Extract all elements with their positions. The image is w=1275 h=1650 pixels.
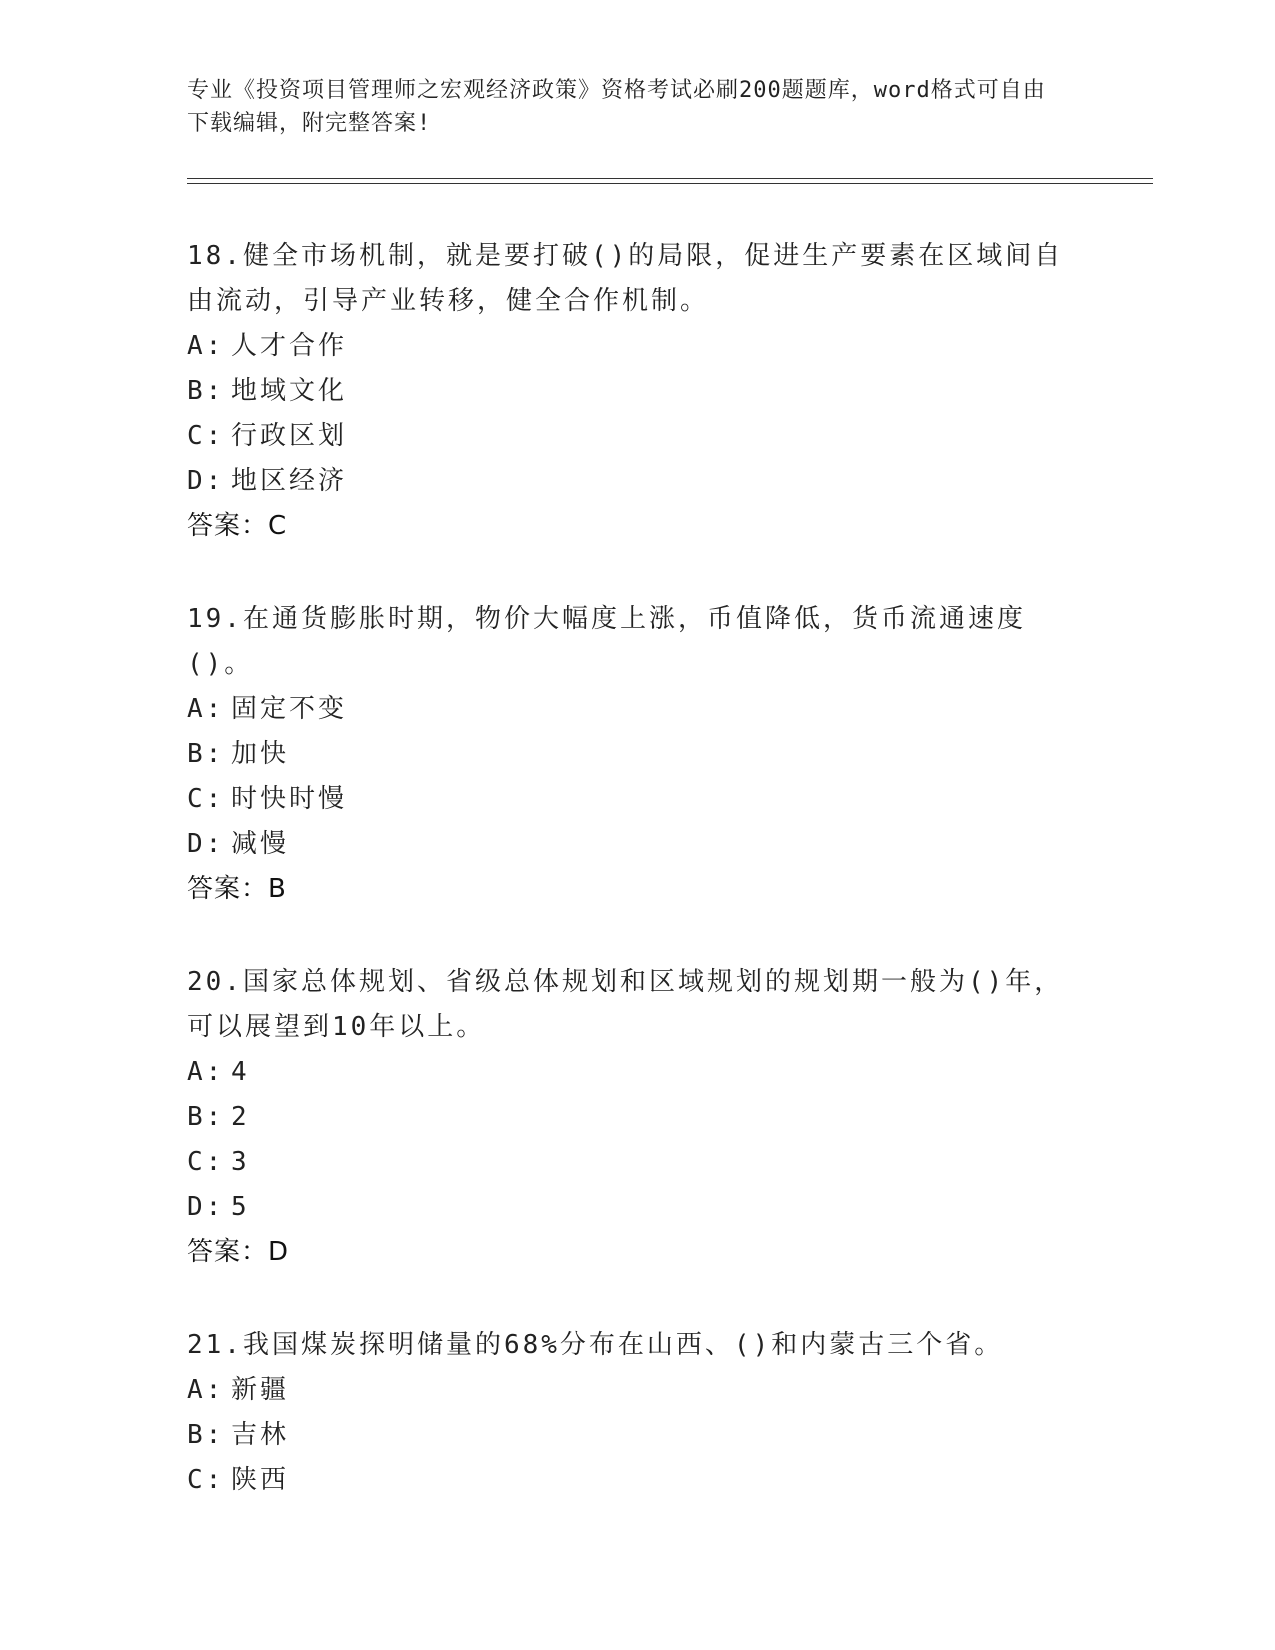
option-c [187,777,1087,822]
answer-line: 答案：D [187,1237,290,1267]
question-stem: 20.国家总体规划、省级总体规划和区域规划的规划期一般为()年，可以展望到10年以上。 [187,967,1064,1042]
option-a [187,1050,1087,1095]
question-21 [187,1323,1087,1503]
option-a [187,324,1087,369]
document-header: 专业《投资项目管理师之宏观经济政策》资格考试必刷200题题库，word格式可自由下载编辑，附完整答案! [187,78,1046,136]
option-text: 4 [231,1057,250,1087]
option-key: D: [187,1192,225,1222]
option-key: A: [187,694,225,724]
option-a [187,1368,1087,1413]
question-stem: 18.健全市场机制，就是要打破()的局限，促进生产要素在区域间自由流动，引导产业转移，健全合作机制。 [187,241,1064,316]
question-20 [187,960,1087,1275]
option-c [187,1140,1087,1185]
option-key: B: [187,376,225,406]
option-b [187,1095,1087,1140]
option-key: D: [187,466,225,496]
option-text: 3 [231,1147,250,1177]
option-key: A: [187,331,225,361]
option-key: C: [187,421,225,451]
question-stem: 19.在通货膨胀时期，物价大幅度上涨，币值降低，货币流通速度()。 [187,604,1026,679]
option-text: 行政区划 [231,421,348,451]
option-text: 2 [231,1102,250,1132]
option-d [187,822,1087,867]
option-c [187,1458,1087,1503]
option-key: C: [187,1147,225,1177]
header-double-rule [187,178,1153,184]
option-text: 地域文化 [231,376,348,406]
answer-line: 答案：C [187,511,288,541]
answer-line: 答案：B [187,874,287,904]
option-text: 时快时慢 [231,784,348,814]
option-key: C: [187,784,225,814]
question-19 [187,597,1087,912]
option-key: A: [187,1375,225,1405]
option-b [187,369,1087,414]
option-text: 加快 [231,739,290,769]
option-text: 减慢 [231,829,290,859]
option-d [187,459,1087,504]
question-list [187,234,1087,1551]
question-stem: 21.我国煤炭探明储量的68%分布在山西、()和内蒙古三个省。 [187,1330,1004,1360]
option-text: 陕西 [231,1465,290,1495]
question-18 [187,234,1087,549]
option-text: 新疆 [231,1375,290,1405]
option-b [187,1413,1087,1458]
option-key: B: [187,739,225,769]
option-key: A: [187,1057,225,1087]
option-d [187,1185,1087,1230]
option-a [187,687,1087,732]
option-key: B: [187,1102,225,1132]
option-key: C: [187,1465,225,1495]
option-text: 5 [231,1192,250,1222]
option-b [187,732,1087,777]
option-text: 吉林 [231,1420,290,1450]
option-text: 地区经济 [231,466,348,496]
option-key: B: [187,1420,225,1450]
option-text: 固定不变 [231,694,348,724]
option-text: 人才合作 [231,331,348,361]
option-c [187,414,1087,459]
option-key: D: [187,829,225,859]
